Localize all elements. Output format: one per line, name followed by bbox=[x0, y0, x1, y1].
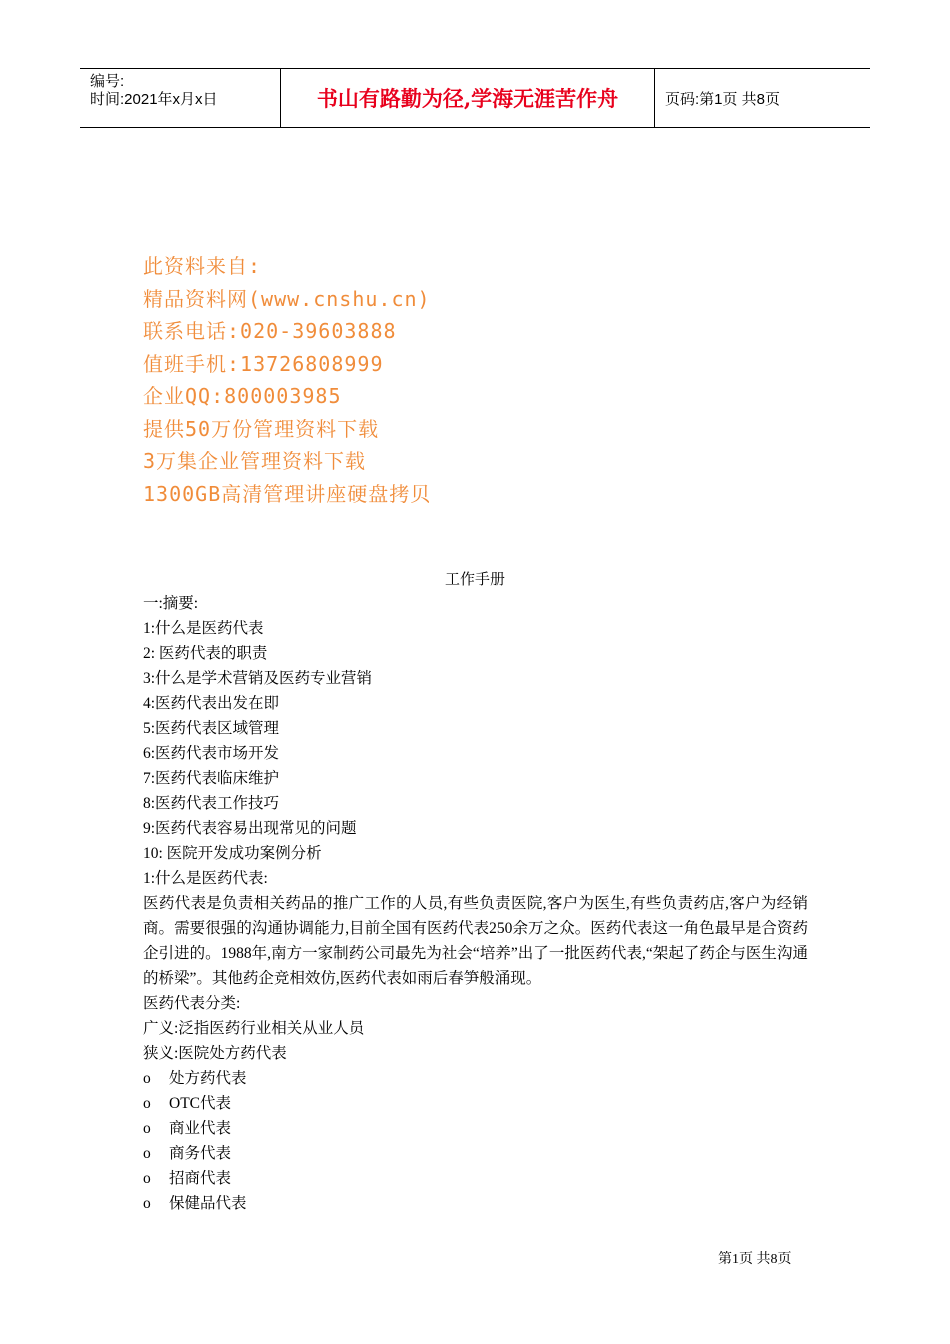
list-item-label: 保健品代表 bbox=[169, 1195, 247, 1212]
toc-item: 1:什么是医药代表 bbox=[143, 620, 264, 637]
bullet-mark: o bbox=[143, 1070, 151, 1087]
broad-definition: 广义:泛指医药行业相关从业人员 bbox=[143, 1020, 365, 1037]
page-footer: 第1页 共8页 bbox=[718, 1252, 792, 1267]
toc-item: 5:医药代表区域管理 bbox=[143, 720, 280, 737]
classification-heading: 医药代表分类: bbox=[143, 995, 241, 1012]
bullet-mark: o bbox=[143, 1195, 151, 1212]
promo-line: 联系电话:020-39603888 bbox=[143, 319, 397, 343]
bullet-mark: o bbox=[143, 1170, 151, 1187]
number-label: 编号: bbox=[90, 73, 125, 90]
list-item bbox=[143, 1141, 808, 1166]
toc-item: 8:医药代表工作技巧 bbox=[143, 795, 280, 812]
list-item-label: 招商代表 bbox=[169, 1170, 232, 1187]
list-item-label: OTC代表 bbox=[169, 1095, 232, 1112]
section-heading: 1:什么是医药代表: bbox=[143, 870, 268, 887]
list-item bbox=[143, 1066, 808, 1091]
promo-line: 精品资料网(www.cnshu.cn) bbox=[143, 286, 431, 311]
toc-item: 9:医药代表容易出现常见的问题 bbox=[143, 820, 357, 837]
promo-line: 值班手机:13726808999 bbox=[143, 351, 384, 376]
promo-line: 3万集企业管理资料下载 bbox=[143, 449, 367, 473]
header-meta bbox=[80, 69, 281, 127]
toc-item: 6:医药代表市场开发 bbox=[143, 745, 280, 762]
toc-item: 4:医药代表出发在即 bbox=[143, 695, 280, 712]
list-item bbox=[143, 1091, 808, 1116]
promo-block bbox=[143, 250, 431, 510]
promo-line: 此资料来自: bbox=[143, 254, 262, 278]
document-body bbox=[143, 591, 808, 1216]
list-item-label: 商务代表 bbox=[169, 1145, 232, 1162]
toc-item: 7:医药代表临床维护 bbox=[143, 770, 280, 787]
bullet-mark: o bbox=[143, 1095, 151, 1112]
promo-line: 企业QQ:800003985 bbox=[143, 384, 342, 408]
bullet-mark: o bbox=[143, 1120, 151, 1137]
list-item bbox=[143, 1166, 808, 1191]
list-item-label: 处方药代表 bbox=[169, 1070, 247, 1087]
toc-item: 10: 医院开发成功案例分析 bbox=[143, 845, 322, 862]
page-header bbox=[80, 68, 870, 128]
promo-line: 1300GB高清管理讲座硬盘拷贝 bbox=[143, 481, 432, 506]
list-item-label: 商业代表 bbox=[169, 1120, 232, 1137]
date-line: 时间:2021年x月x日 bbox=[90, 91, 218, 108]
list-item bbox=[143, 1191, 808, 1216]
header-page-info: 页码:第1页 共8页 bbox=[665, 90, 781, 108]
bullet-mark: o bbox=[143, 1145, 151, 1162]
summary-heading: 一:摘要: bbox=[143, 595, 199, 612]
toc-item: 3:什么是学术营销及医药专业营销 bbox=[143, 670, 373, 687]
header-motto: 书山有路勤为径,学海无涯苦作舟 bbox=[281, 69, 655, 127]
narrow-definition: 狭义:医院处方药代表 bbox=[143, 1045, 287, 1062]
promo-line: 提供50万份管理资料下载 bbox=[143, 416, 380, 441]
toc-item: 2: 医药代表的职责 bbox=[143, 645, 268, 662]
list-item bbox=[143, 1116, 808, 1141]
document-title: 工作手册 bbox=[444, 572, 505, 588]
section-paragraph: 医药代表是负责相关药品的推广工作的人员,有些负责医院,客户为医生,有些负责药店,客户为经销商。需要很强的沟通协调能力,目前全国有医药代表250余万之众。医药代表这一角色最早是合资药企引进的。1988年,南方一家制药公司最先为社会“培养”出了一批医药代表,“架起了药企与医生沟通的桥梁”。其他药企竞相效仿,医药代表如雨后春笋般涌现。 bbox=[143, 895, 808, 987]
